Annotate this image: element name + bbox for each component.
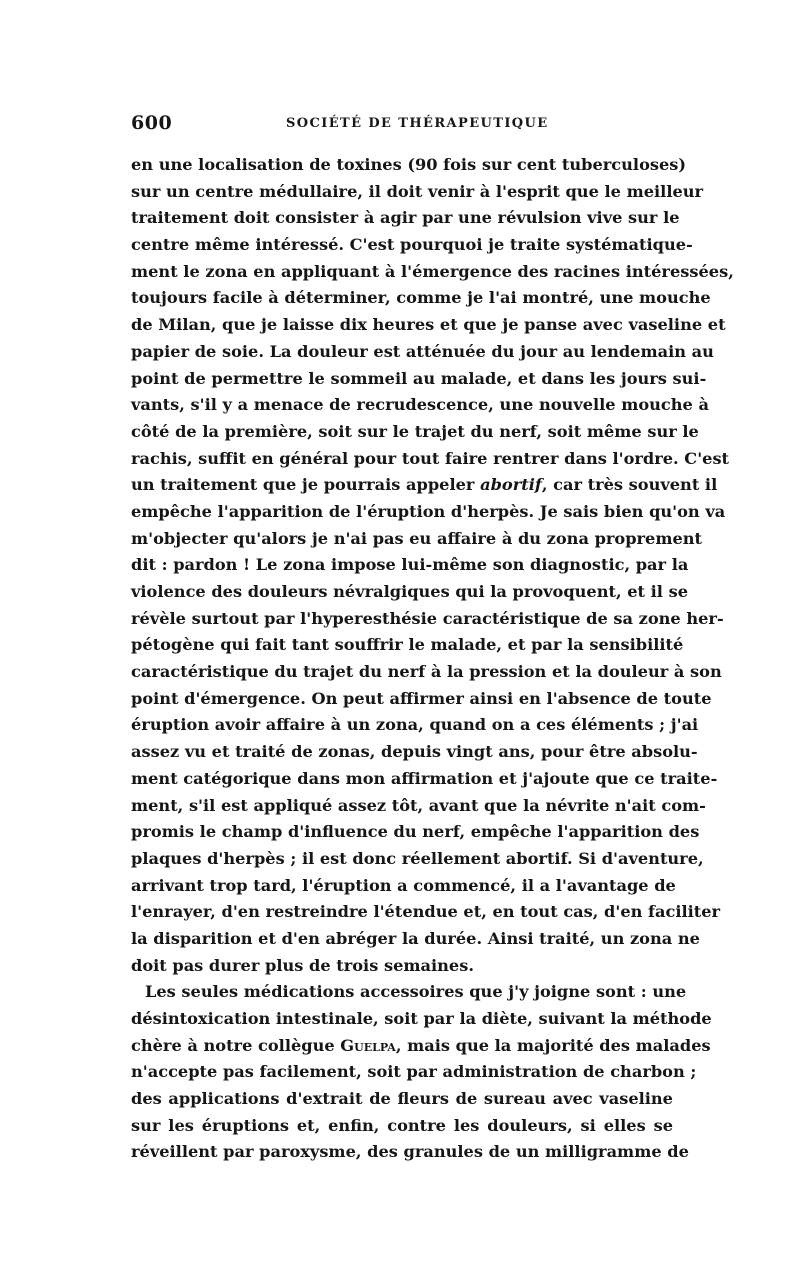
- text-line: centre même intéressé. C'est pourquoi je traite systématique-: [131, 235, 693, 255]
- text-line: ment le zona en appliquant à l'émergence des racines intéressées,: [131, 261, 734, 281]
- text-line: sur les éruptions et, enfin, contre les douleurs, si elles se: [131, 1115, 673, 1135]
- text-line: ment, s'il est appliqué assez tôt, avant que la névrite n'ait com-: [131, 795, 706, 815]
- text-line: point de permettre le sommeil au malade, et dans les jours sui-: [131, 368, 707, 388]
- text-line: éruption avoir affaire à un zona, quand on a ces éléments ; j'ai: [131, 715, 699, 735]
- text-segment: , car très souvent il: [541, 475, 718, 495]
- text-line: en une localisation de toxines (90 fois sur cent tuberculoses): [131, 155, 687, 174]
- text-line: [131, 1033, 711, 1060]
- text-line: papier de soie. La douleur est atténuée du jour au lendemain au: [131, 341, 714, 361]
- running-head: [131, 112, 673, 142]
- text-segment: un traitement que je pourrais appeler: [131, 475, 475, 495]
- text-line: point d'émergence. On peut affirmer ainsi en l'absence de toute: [131, 688, 712, 708]
- text-line: désintoxication intestinale, soit par la diète, suivant la méthode: [131, 1009, 712, 1028]
- text-line: arrivant trop tard, l'éruption a commencé, il a l'avantage de: [131, 875, 676, 895]
- text-line: l'enrayer, d'en restreindre l'étendue et, en tout cas, d'en faciliter: [131, 902, 721, 922]
- italic-term: abortif: [480, 475, 542, 495]
- text-line: réveillent par paroxysme, des granules de un milligramme de: [131, 1142, 689, 1162]
- text-line: promis le champ d'influence du nerf, empêche l'apparition des: [131, 822, 700, 842]
- text-segment: , mais que la majorité des malades: [395, 1035, 711, 1055]
- text-line: côté de la première, soit sur le trajet du nerf, soit même sur le: [131, 421, 699, 441]
- text-line: caractéristique du trajet du nerf à la pression et la douleur à son: [131, 662, 722, 682]
- text-line: n'accepte pas facilement, soit par administration de charbon ;: [131, 1062, 697, 1082]
- text-line: doit pas durer plus de trois semaines.: [131, 955, 474, 975]
- text-line: sur un centre médullaire, il doit venir à l'esprit que le meilleur: [131, 181, 704, 201]
- text-line: plaques d'herpès ; il est donc réellement abortif. Si d'aventure,: [131, 848, 704, 868]
- text-line: vants, s'il y a menace de recrudescence, une nouvelle mouche à: [131, 395, 709, 415]
- text-line: des applications d'extrait de fleurs de sureau avec vaseline: [131, 1089, 673, 1109]
- text-line: dit : pardon ! Le zona impose lui-même son diagnostic, par la: [131, 555, 689, 575]
- body-text: [131, 152, 734, 1166]
- journal-title: SOCIÉTÉ DE THÉRAPEUTIQUE: [286, 116, 549, 131]
- text-line: rachis, suffit en général pour tout faire rentrer dans l'ordre. C'est: [131, 448, 730, 468]
- text-segment: chère à notre collègue: [131, 1035, 335, 1055]
- text-line: pétogène qui fait tant souffrir le malade, et par la sensibilité: [131, 635, 684, 655]
- text-line: assez vu et traité de zonas, depuis vingt ans, pour être absolu-: [131, 742, 698, 762]
- text-line: Les seules médications accessoires que j'y joigne sont : une: [145, 982, 687, 1002]
- author-name: Guelpa: [340, 1035, 396, 1055]
- text-line: révèle surtout par l'hyperesthésie caractéristique de sa zone her-: [131, 608, 724, 628]
- text-line: [131, 472, 718, 499]
- text-line: ment catégorique dans mon affirmation et j'ajoute que ce traite-: [131, 768, 718, 788]
- page-number: 600: [131, 112, 173, 134]
- text-line: violence des douleurs névralgiques qui la provoquent, et il se: [131, 582, 689, 601]
- text-line: m'objecter qu'alors je n'ai pas eu affaire à du zona proprement: [131, 528, 703, 548]
- text-line: de Milan, que je laisse dix heures et que je panse avec vaseline et: [131, 315, 726, 335]
- text-line: empêche l'apparition de l'éruption d'herpès. Je sais bien qu'on va: [131, 501, 726, 521]
- text-line: traitement doit consister à agir par une révulsion vive sur le: [131, 208, 680, 228]
- text-line: toujours facile à déterminer, comme je l'ai montré, une mouche: [131, 288, 711, 308]
- text-line: la disparition et d'en abréger la durée. Ainsi traité, un zona ne: [131, 928, 700, 948]
